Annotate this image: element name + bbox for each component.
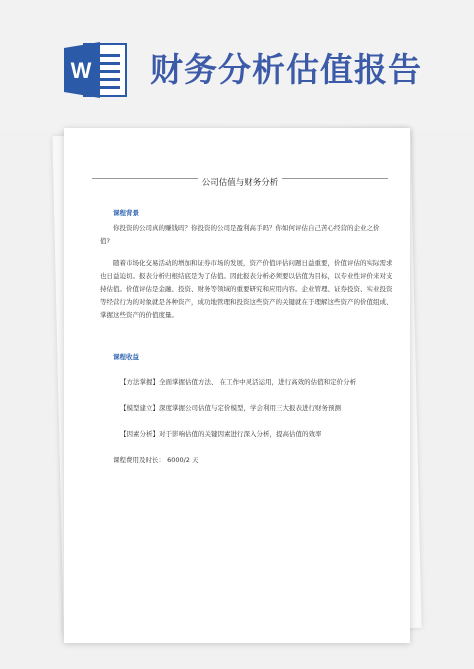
paragraph-line: 随着市场化交易活动的增加和证券市场的发展，资产价值评估问题日益重要，价值评估的实际需求 [113,259,393,267]
paragraph-line: 掌握这些资产的价值度量。 [100,311,178,319]
course-fee: 课程费用及时长： 6000/2 天 [113,456,199,464]
word-logo-letter: W [70,58,92,83]
document-title-text: 公司估值与财务分析 [198,178,283,188]
paragraph-line: 你投资的公司真的赚钱吗？你投资的公司是盈利高手吗？你如何评估自己苦心经营的企业之价 [113,224,380,232]
benefit-item: 【方法掌握】全面掌握估值方法、 在工作中灵活运用，进行高效的估值和定价分析 [120,378,357,386]
paragraph-line: 也日益迫切。报表分析归根结底是为了估值。因此报表分析必须要以估值为目标，以专业性评价来对支 [100,272,393,280]
header-banner [0,0,474,130]
microsoft-word-icon [64,40,128,100]
paragraph-line: 等经营行为的对象就是各种资产，成功地管理和投资这些资产的关键就在于理解这些资产的价值组成、 [100,298,393,306]
benefit-item: 【模型建立】深度掌握公司估值与定价模型，学会利用三大报表进行财务预测 [120,404,341,412]
section-heading-background: 课程背景 [113,209,139,217]
section-heading-benefits: 课程收益 [113,353,139,361]
paragraph-line: 持估值。价值评估是金融、投资、财务等领域的重要研究和应用内容。企业管理、证券投资、实业投资 [100,285,393,293]
benefit-item: 【因素分析】对于影响估值的关键因素进行深入分析，提高估值的效率 [120,430,322,438]
paragraph-line: 值? [100,237,110,245]
banner-title: 财务分析估值报告 [150,50,422,89]
document-title [92,176,388,188]
